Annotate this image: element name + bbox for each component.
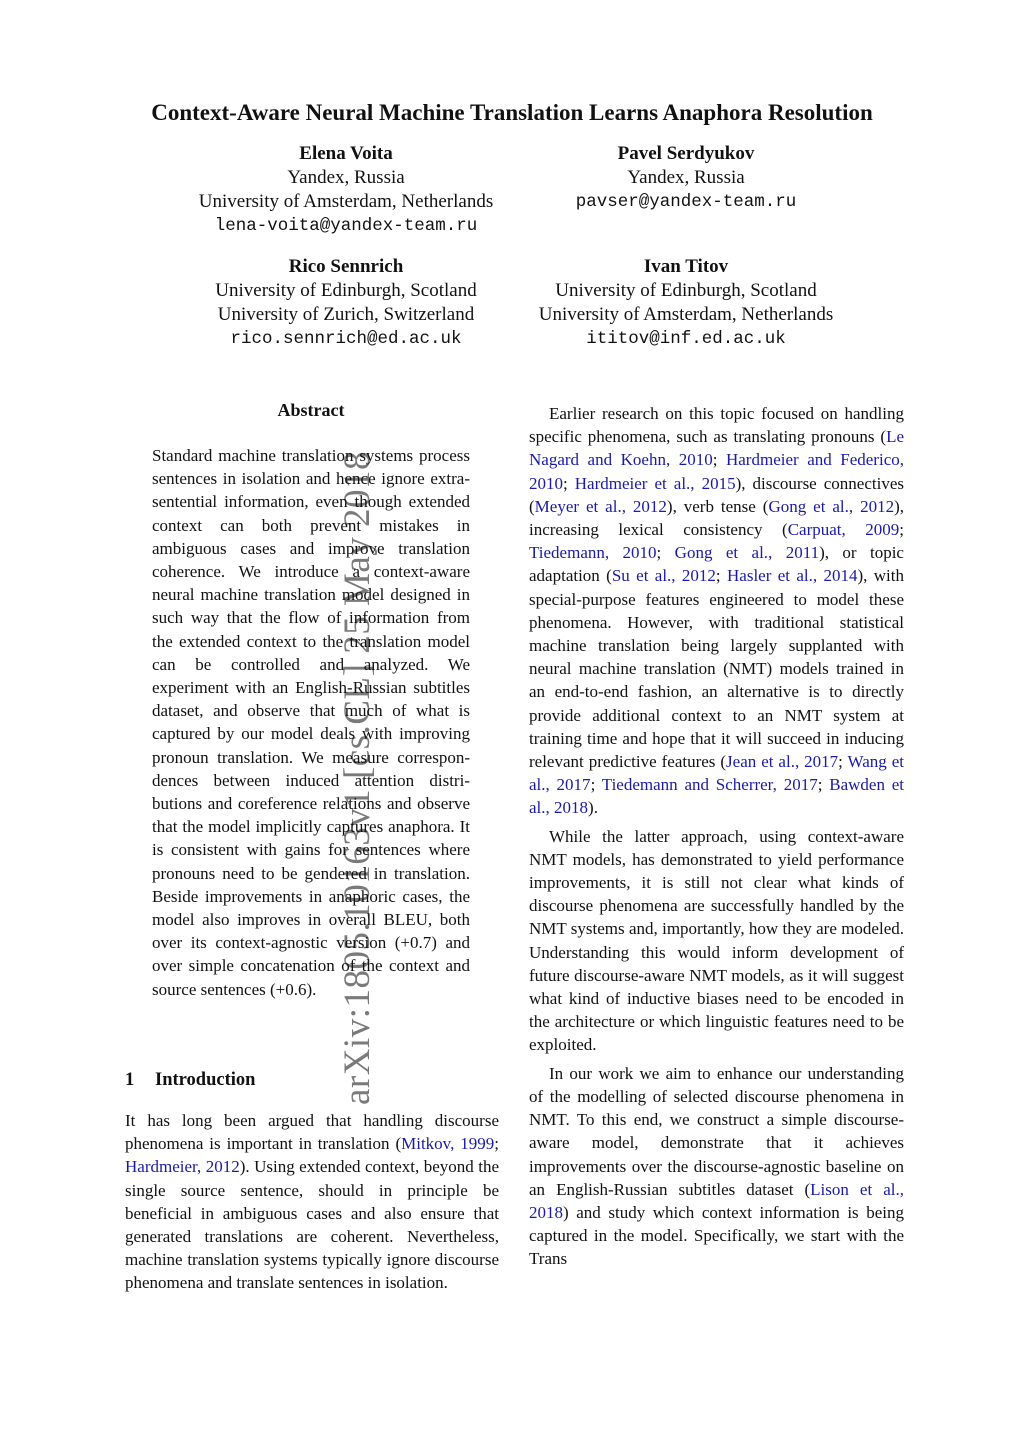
abstract-heading: Abstract <box>277 400 345 420</box>
citation-link[interactable]: Carpuat, 2009 <box>787 520 900 540</box>
author-affiliation: University of Zurich, Switzerland <box>217 304 475 325</box>
author-name: Ivan Titov <box>643 256 729 277</box>
section-heading-introduction <box>125 1070 255 1091</box>
section-number: 1 <box>125 1070 135 1090</box>
author-block-sennrich <box>185 255 507 351</box>
author-block-titov <box>525 255 847 351</box>
author-name: Elena Voita <box>299 143 393 164</box>
citation-link[interactable]: Hardmeier et al., 2015 <box>574 473 736 493</box>
citation-link[interactable]: Lison et al., 2018 <box>529 1179 904 1222</box>
abstract-body <box>152 444 470 1001</box>
author-name: Rico Sennrich <box>288 256 404 277</box>
citation-link[interactable]: Bawden et al., 2018 <box>529 775 904 818</box>
body-paragraph: Earlier research on this topic focused on handling specific phenomena, such as translating pronouns (Le Nagard and Koehn, 2010; Hardmeier and Federico, 2010; Hardmeier et al., 2015), discourse connectives (Meyer et al., 2012), verb tense (Gong et al., 2012), increasing lexical consistency (Carpuat, 2009; Tiedemann, 2010; Gong et al., 2011), or topic adaptation (Su et al., 2012; Hasler et al., 2014), with special-purpose features engineered to model these phenomena. However, with traditional statistical machine translation being largely supplanted with neural machine translation (NMT) models trained in an end-to-end fashion, an alternative is to directly provide additional context to an NMT system at training time and hope that it will succeed in inducing relevant predictive features (Jean et al., 2017; Wang et al., 2017; Tiedemann and Scherrer, 2017; Bawden et al., 2018). <box>529 404 905 818</box>
abstract-text: Standard machine translation systems process sentences in isolation and hence ignore extra-sentential information, even though extended context can both prevent mistakes in ambiguous cases and improve translation coherence. We introduce a context-aware neural machine translation model designed in such way that the flow of information from the extended context to the translation model can be controlled and analyzed. We experiment with an English-Russian subtitles dataset, and observe that much of what is captured by our model deals with improving pronoun translation. We measure correspondences between induced attention distributions and coreference relations and observe that the model implicitly captures anaphora. It is consistent with gains for sentences where pronouns need to be gendered in translation. Beside improvements in anaphoric cases, the model also improves in overall BLEU, both over its context-agnostic version (+0.7) and over simple concatenation of the context and source sentences (+0.6). <box>152 446 470 999</box>
author-affiliation: University of Edinburgh, Scotland <box>555 280 817 301</box>
citation-link[interactable]: Hardmeier, 2012 <box>125 1157 240 1177</box>
body-paragraph: While the latter approach, using context-aware NMT models, has demonstrated to yield performance improvements, it is still not clear what kinds of discourse phenomena are successfully handled by the NMT systems and, importantly, how they are modeled. Understanding this would inform development of future discourse-aware NMT models, as it will suggest what kind of inductive biases need to be encoded in the architecture or which linguistic features need to be exploited. <box>529 826 904 1055</box>
author-affiliation: University of Amsterdam, Netherlands <box>198 191 494 212</box>
right-column <box>529 402 904 1271</box>
author-affiliation: Yandex, Russia <box>627 167 745 188</box>
citation-link[interactable]: Jean et al., 2017 <box>726 752 839 772</box>
citation-link[interactable]: Le Nagard and Koehn, 2010 <box>529 427 904 470</box>
arxiv-identifier-stamp: arXiv:1805.10163v1 [cs.CL] 25 May 2018 <box>337 450 378 1106</box>
intro-left-column <box>125 1109 499 1295</box>
author-email[interactable]: ititov@inf.ed.ac.uk <box>586 329 786 349</box>
author-affiliation: Yandex, Russia <box>287 167 405 188</box>
citation-link[interactable]: Hasler et al., 2014 <box>727 566 858 586</box>
citation-link[interactable]: Hardmeier and Federico, 2010 <box>529 450 904 493</box>
author-email[interactable]: pavser@yandex-team.ru <box>575 192 797 212</box>
author-block-serdyukov <box>525 142 847 214</box>
paper-title: Context-Aware Neural Machine Translation Learns Anaphora Resolution <box>151 100 873 125</box>
citation-link[interactable]: Meyer et al., 2012 <box>534 496 667 516</box>
citation-link[interactable]: Tiedemann, 2010 <box>529 543 657 563</box>
author-email[interactable]: lena-voita@yandex-team.ru <box>214 216 478 236</box>
citation-link[interactable]: Tiedemann and Scherrer, 2017 <box>601 775 818 795</box>
citation-link[interactable]: Su et al., 2012 <box>611 566 716 586</box>
intro-paragraph: It has long been argued that handling discourse phenomena is important in translation (Mitkov, 1999; Hardmeier, 2012). Using extended context, beyond the single source sentence, should in principle be beneficial in ambiguous cases and also ensure that generated translations are coherent. Nevertheless, machine translation systems typically ignore discourse phenomena and translate sentences in isolation. <box>125 1111 499 1293</box>
citation-link[interactable]: Gong et al., 2012 <box>768 496 895 516</box>
author-email[interactable]: rico.sennrich@ed.ac.uk <box>230 329 462 349</box>
author-affiliation: University of Amsterdam, Netherlands <box>538 304 834 325</box>
author-block-voita <box>185 142 507 238</box>
citation-link[interactable]: Mitkov, 1999 <box>401 1134 495 1154</box>
author-affiliation: University of Edinburgh, Scotland <box>215 280 477 301</box>
citation-link[interactable]: Gong et al., 2011 <box>674 543 820 563</box>
section-title: Introduction <box>155 1070 256 1090</box>
citation-link[interactable]: Wang et al., 2017 <box>529 752 905 795</box>
body-paragraph: In our work we aim to enhance our understanding of the modelling of selected discourse phenomena in NMT. To this end, we construct a simple discourse-aware model, demonstrate that it achieves improvements over the discourse-agnostic baseline on an English-Russian subtitles dataset (Lison et al., 2018) and study which context information is being captured in the model. Specifically, we start with the Trans <box>529 1063 904 1269</box>
author-name: Pavel Serdyukov <box>617 143 755 164</box>
